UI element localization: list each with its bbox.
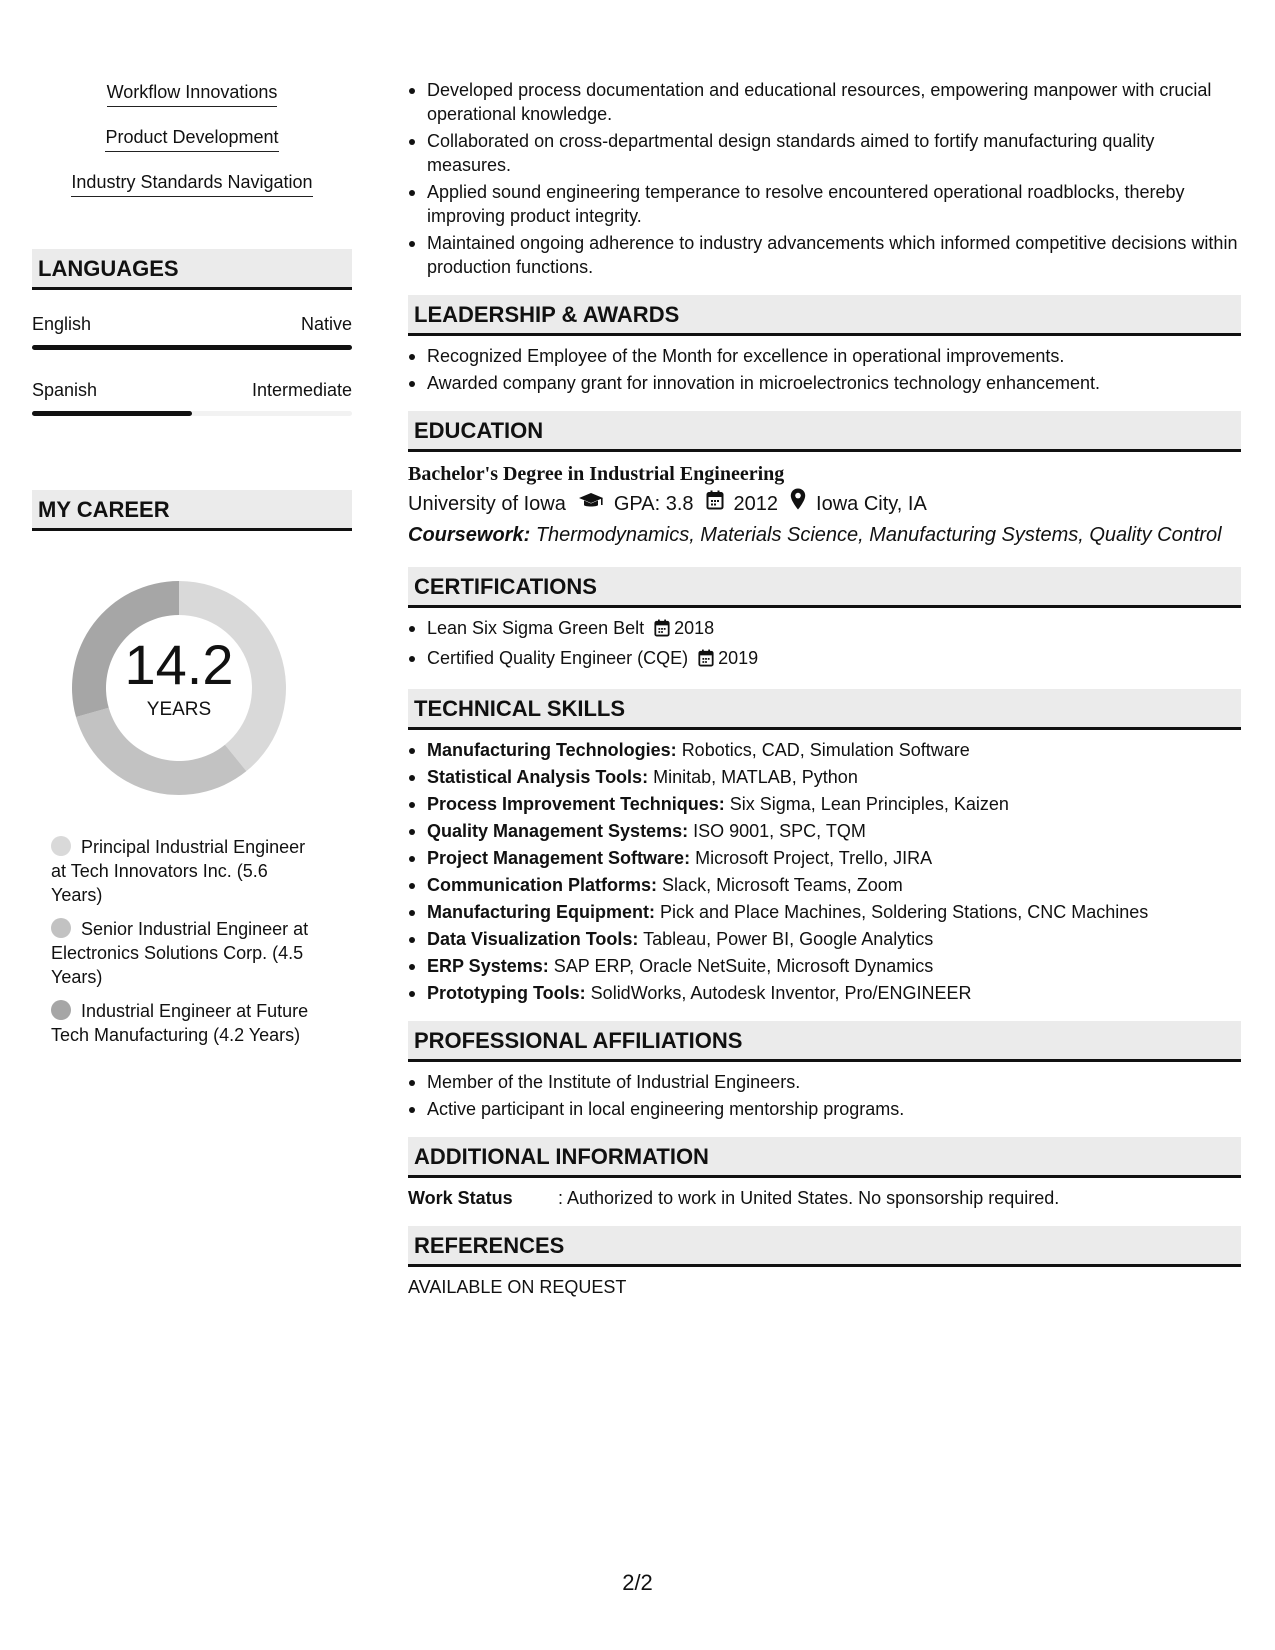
skill-label: Manufacturing Equipment: [427, 902, 655, 922]
affiliations-section [408, 1021, 1241, 1121]
skill-label: Communication Platforms: [427, 875, 658, 895]
affiliation-item: Member of the Institute of Industrial Engineers. [408, 1070, 1241, 1094]
skills-section [408, 689, 1241, 1005]
school-name: University of Iowa [408, 492, 566, 515]
skill-label: Project Management Software: [427, 848, 691, 868]
additional-info-section [408, 1137, 1241, 1210]
education-section [408, 411, 1241, 551]
section-heading: ADDITIONAL INFORMATION [408, 1137, 1241, 1178]
career-item [51, 835, 321, 907]
certification-item [408, 616, 1241, 643]
legend-dot-icon [51, 836, 71, 856]
skill-item [408, 873, 1241, 897]
skill-value: Slack, Microsoft Teams, Zoom [662, 875, 903, 895]
section-heading: REFERENCES [408, 1226, 1241, 1267]
right-column [408, 78, 1241, 1299]
coursework-list: Thermodynamics, Materials Science, Manufacturing Systems, Quality Control [535, 524, 1222, 546]
legend-dot-icon [51, 1000, 71, 1020]
skill-value: SAP ERP, Oracle NetSuite, Microsoft Dynamics [553, 956, 934, 976]
career-heading: MY CAREER [32, 490, 352, 531]
language-level: Native [300, 314, 352, 334]
skill-label: Prototyping Tools: [427, 983, 586, 1003]
skill-item [408, 900, 1241, 924]
left-column [32, 80, 352, 1057]
section-heading: LEADERSHIP & AWARDS [408, 295, 1241, 336]
section-heading: CERTIFICATIONS [408, 567, 1241, 608]
page-number: 2/2 [622, 1570, 653, 1595]
skill-value: SolidWorks, Autodesk Inventor, Pro/ENGINEER [590, 983, 972, 1003]
career-donut-chart [64, 573, 294, 803]
language-bar-fill [32, 411, 192, 416]
skill-value: Six Sigma, Lean Principles, Kaizen [729, 794, 1009, 814]
strength-tag: Product Development [105, 125, 278, 152]
skill-value: Microsoft Project, Trello, JIRA [695, 848, 933, 868]
graduation-cap-icon [578, 489, 604, 519]
career-item-label: Senior Industrial Engineer at Electronics Solutions Corp. (4.5 Years) [51, 919, 309, 987]
graduation-year: 2012 [733, 492, 779, 515]
coursework-label: Coursework: [408, 524, 531, 546]
language-bar-fill [32, 345, 352, 350]
experience-bullets [408, 78, 1241, 279]
language-bar [32, 345, 352, 350]
section-heading: PROFESSIONAL AFFILIATIONS [408, 1021, 1241, 1062]
skill-value: Minitab, MATLAB, Python [653, 767, 858, 787]
work-status-row [408, 1186, 1241, 1210]
career-legend [32, 835, 352, 1047]
skill-item [408, 954, 1241, 978]
work-status-value: : Authorized to work in United States. No sponsorship required. [558, 1188, 1060, 1208]
education-meta [408, 488, 1241, 519]
strength-tag: Workflow Innovations [107, 80, 278, 107]
references-text: AVAILABLE ON REQUEST [408, 1277, 627, 1297]
leadership-section [408, 295, 1241, 395]
leadership-item: Recognized Employee of the Month for excellence in operational improvements. [408, 344, 1241, 368]
skill-label: Data Visualization Tools: [427, 929, 639, 949]
skill-label: Manufacturing Technologies: [427, 740, 677, 760]
career-item-label: Industrial Engineer at Future Tech Manufacturing (4.2 Years) [51, 1001, 309, 1045]
map-pin-icon [790, 488, 806, 519]
school-location: Iowa City, IA [816, 492, 927, 515]
skill-item [408, 819, 1241, 843]
certification-name: Certified Quality Engineer (CQE) [427, 648, 689, 668]
career-item [51, 999, 321, 1047]
certification-item [408, 646, 1241, 673]
language-english [32, 312, 352, 350]
skill-label: Statistical Analysis Tools: [427, 767, 649, 787]
strength-tags [32, 80, 352, 215]
experience-bullet: Maintained ongoing adherence to industry advancements which informed competitive decisions within production functions. [408, 231, 1241, 279]
references-section [408, 1226, 1241, 1299]
skill-label: Process Improvement Techniques: [427, 794, 725, 814]
skill-value: Robotics, CAD, Simulation Software [681, 740, 970, 760]
experience-bullet: Applied sound engineering temperance to resolve encountered operational roadblocks, thereby improving product integrity. [408, 180, 1241, 228]
career-total-unit: YEARS [146, 699, 212, 720]
skill-item [408, 738, 1241, 762]
skill-value: Tableau, Power BI, Google Analytics [643, 929, 934, 949]
certification-year: 2018 [674, 618, 715, 638]
skill-label: Quality Management Systems: [427, 821, 689, 841]
calendar-icon [654, 619, 670, 643]
language-name: English [32, 314, 92, 334]
skill-item [408, 927, 1241, 951]
languages-heading: LANGUAGES [32, 249, 352, 290]
skill-value: Pick and Place Machines, Soldering Stations, CNC Machines [660, 902, 1149, 922]
career-total-years: 14.2 [124, 633, 234, 696]
skill-item [408, 981, 1241, 1005]
skill-item [408, 846, 1241, 870]
certification-name: Lean Six Sigma Green Belt [427, 618, 645, 638]
degree-title: Bachelor's Degree in Industrial Engineering [408, 463, 785, 485]
legend-dot-icon [51, 918, 71, 938]
section-heading: EDUCATION [408, 411, 1241, 452]
certification-year: 2019 [718, 648, 759, 668]
language-level: Intermediate [251, 380, 352, 400]
skill-label: ERP Systems: [427, 956, 549, 976]
skill-item [408, 765, 1241, 789]
calendar-icon [706, 489, 724, 519]
certifications-section [408, 567, 1241, 673]
experience-bullet: Developed process documentation and educational resources, empowering manpower with crucial operational knowledge. [408, 78, 1241, 126]
language-bar [32, 411, 352, 416]
leadership-item: Awarded company grant for innovation in microelectronics technology enhancement. [408, 371, 1241, 395]
career-item-label: Principal Industrial Engineer at Tech Innovators Inc. (5.6 Years) [51, 837, 306, 905]
skill-item [408, 792, 1241, 816]
coursework [408, 519, 1241, 551]
experience-bullet: Collaborated on cross-departmental design standards aimed to fortify manufacturing quality measures. [408, 129, 1241, 177]
work-status-label: Work Status [408, 1188, 513, 1208]
gpa: GPA: 3.8 [613, 492, 694, 515]
language-spanish [32, 378, 352, 416]
career-item [51, 917, 321, 989]
affiliation-item: Active participant in local engineering mentorship programs. [408, 1097, 1241, 1121]
calendar-icon [698, 649, 714, 673]
language-name: Spanish [32, 380, 98, 400]
strength-tag: Industry Standards Navigation [71, 170, 312, 197]
skill-value: ISO 9001, SPC, TQM [693, 821, 866, 841]
section-heading: TECHNICAL SKILLS [408, 689, 1241, 730]
